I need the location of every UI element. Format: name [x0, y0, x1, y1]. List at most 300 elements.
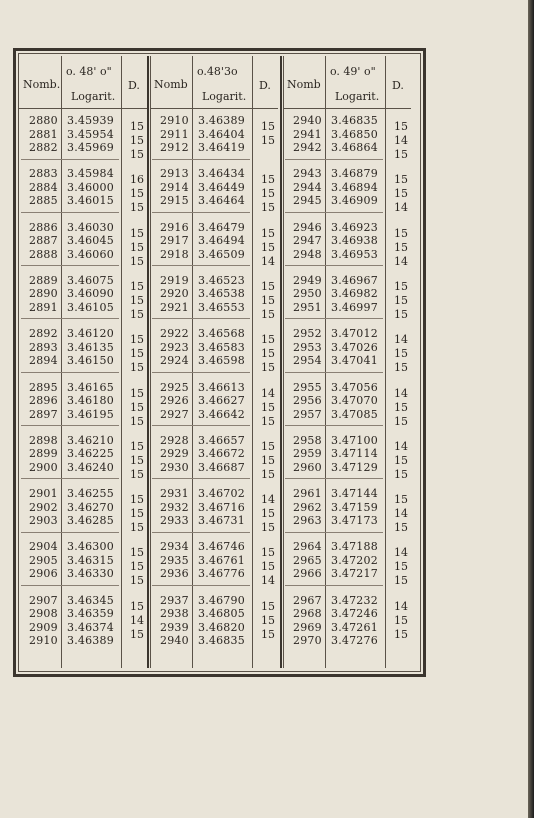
difference-value: 15	[130, 293, 144, 307]
logarithm-value: 3.46835	[198, 634, 245, 648]
logarithm-value: 3.47159	[331, 500, 378, 514]
nomb-value: 2910	[160, 114, 189, 127]
difference-value: 14	[261, 254, 275, 268]
nomb-value: 2891	[29, 300, 58, 314]
group-rule	[285, 372, 383, 373]
nomb-value: 2936	[160, 567, 189, 581]
logarithm-value: 3.46389	[198, 114, 245, 127]
nomb-value: 2883	[29, 167, 58, 181]
nomb-value: 2890	[29, 287, 58, 301]
nomb-value: 2957	[293, 407, 322, 421]
nomb-value: 2902	[29, 500, 58, 514]
logarithm-value: 3.46449	[198, 180, 245, 194]
nomb-log-separator	[192, 56, 193, 668]
logarithm-value: 3.46015	[67, 194, 114, 208]
group-rule	[152, 372, 250, 373]
group-rule	[21, 159, 119, 160]
logarithm-value: 3.46938	[331, 234, 378, 248]
logarithm-value: 3.47173	[331, 514, 378, 528]
nomb-value: 2908	[29, 607, 58, 621]
group-rule	[21, 585, 119, 586]
logarithm-value: 3.45984	[67, 167, 114, 181]
difference-value: 14	[394, 386, 408, 400]
log-header-bottom: Logarit.	[71, 90, 116, 103]
log-table	[13, 48, 426, 677]
nomb-value: 2940	[160, 634, 189, 648]
header-rule	[19, 108, 147, 109]
logarithm-value: 3.46285	[67, 514, 114, 528]
nomb-value: 2943	[293, 167, 322, 181]
logarithm-value: 3.46923	[331, 220, 378, 234]
logarithm-value: 3.46568	[198, 327, 245, 341]
logarithm-value: 3.46642	[198, 407, 245, 421]
nomb-value: 2953	[293, 340, 322, 354]
log-header-bottom: Logarit.	[202, 90, 247, 103]
logarithm-value: 3.47144	[331, 487, 378, 501]
group-rule	[152, 265, 250, 266]
difference-value: 15	[394, 574, 408, 588]
difference-value: 15	[261, 613, 275, 627]
panel-separator	[280, 56, 282, 668]
group-rule	[152, 478, 250, 479]
difference-value: 15	[261, 453, 275, 467]
difference-value: 14	[394, 254, 408, 268]
nomb-log-separator	[325, 56, 326, 668]
difference-value: 14	[394, 507, 408, 521]
nomb-value: 2896	[29, 394, 58, 407]
logarithm-value: 3.46776	[198, 567, 245, 581]
nomb-value: 2923	[160, 340, 189, 354]
nomb-value: 2915	[160, 194, 189, 208]
nomb-value: 2898	[29, 433, 58, 447]
group-rule	[285, 159, 383, 160]
nomb-value: 2952	[293, 327, 322, 341]
logarithm-value: 3.47114	[331, 447, 378, 461]
logarithm-value: 3.46389	[67, 634, 114, 648]
difference-value: 15	[394, 187, 408, 201]
difference-value: 14	[261, 574, 275, 588]
difference-value: 15	[261, 347, 275, 361]
logarithm-value: 3.46210	[67, 433, 114, 447]
difference-value: 15	[130, 120, 144, 133]
nomb-value: 2916	[160, 220, 189, 234]
nomb-value: 2892	[29, 327, 58, 341]
difference-value: 15	[130, 254, 144, 268]
logarithm-value: 3.47012	[331, 327, 378, 341]
difference-value: 14	[130, 613, 144, 627]
header-rule	[150, 108, 278, 109]
nomb-value: 2881	[29, 127, 58, 141]
logarithm-value: 3.46627	[198, 394, 245, 407]
nomb-value: 2886	[29, 220, 58, 234]
nomb-value: 2951	[293, 300, 322, 314]
logarithm-value: 3.47232	[331, 593, 378, 607]
logarithm-value: 3.47276	[331, 634, 378, 648]
logarithm-value: 3.47041	[331, 354, 378, 368]
difference-value: 15	[130, 361, 144, 375]
group-rule	[21, 212, 119, 213]
log-d-separator	[385, 56, 386, 668]
nomb-value: 2946	[293, 220, 322, 234]
nomb-value: 2887	[29, 234, 58, 248]
nomb-value: 2926	[160, 394, 189, 407]
difference-value: 15	[261, 293, 275, 307]
logarithm-value: 3.46672	[198, 447, 245, 461]
difference-value: 15	[261, 173, 275, 187]
difference-value: 14	[394, 439, 408, 453]
panel-separator-inner	[283, 56, 284, 668]
logarithm-value: 3.46731	[198, 514, 245, 528]
difference-value: 15	[394, 613, 408, 627]
difference-value: 14	[394, 546, 408, 560]
logarithm-value: 3.46180	[67, 394, 114, 407]
nomb-value: 2914	[160, 180, 189, 194]
logarithm-value: 3.47217	[331, 567, 378, 581]
difference-value: 15	[261, 226, 275, 240]
logarithm-value: 3.47056	[331, 380, 378, 394]
difference-value: 15	[261, 560, 275, 574]
nomb-value: 2900	[29, 460, 58, 474]
nomb-value: 2929	[160, 447, 189, 461]
nomb-value: 2927	[160, 407, 189, 421]
logarithm-value: 3.46105	[67, 300, 114, 314]
difference-value: 15	[130, 439, 144, 453]
nomb-value: 2920	[160, 287, 189, 301]
logarithm-value: 3.46553	[198, 300, 245, 314]
nomb-value: 2884	[29, 180, 58, 194]
group-rule	[285, 425, 383, 426]
difference-value: 14	[394, 599, 408, 613]
logarithm-value: 3.46135	[67, 340, 114, 354]
nomb-value: 2942	[293, 141, 322, 154]
difference-value: 15	[130, 414, 144, 428]
nomb-value: 2938	[160, 607, 189, 621]
logarithm-value: 3.46835	[331, 114, 378, 127]
nomb-value: 2947	[293, 234, 322, 248]
difference-value: 15	[394, 467, 408, 481]
logarithm-value: 3.46434	[198, 167, 245, 181]
logarithm-value: 3.46464	[198, 194, 245, 208]
logarithm-value: 3.46538	[198, 287, 245, 301]
logarithm-value: 3.46150	[67, 354, 114, 368]
group-rule	[21, 425, 119, 426]
logarithm-value: 3.46523	[198, 273, 245, 287]
nomb-value: 2963	[293, 514, 322, 528]
difference-value: 15	[261, 400, 275, 414]
nomb-value: 2912	[160, 141, 189, 154]
logarithm-value: 3.46195	[67, 407, 114, 421]
nomb-value: 2931	[160, 487, 189, 501]
log-d-separator	[252, 56, 253, 668]
nomb-value: 2960	[293, 460, 322, 474]
difference-value: 15	[394, 347, 408, 361]
group-rule	[21, 318, 119, 319]
difference-value: 15	[394, 627, 408, 641]
difference-value: 15	[394, 521, 408, 535]
logarithm-value: 3.46270	[67, 500, 114, 514]
log-header-top: o. 48' o"	[66, 65, 112, 78]
logarithm-value: 3.46000	[67, 180, 114, 194]
difference-value: 15	[394, 240, 408, 254]
nomb-value: 2921	[160, 300, 189, 314]
difference-value: 14	[261, 493, 275, 507]
nomb-header: Nomb.	[23, 78, 61, 91]
logarithm-value: 3.46953	[331, 247, 378, 261]
panel-separator-inner	[150, 56, 151, 668]
nomb-value: 2945	[293, 194, 322, 208]
logarithm-value: 3.46345	[67, 593, 114, 607]
log-header-top: o.48'3o	[197, 65, 238, 78]
nomb-value: 2911	[160, 127, 189, 141]
nomb-value: 2944	[293, 180, 322, 194]
difference-value: 15	[130, 521, 144, 535]
difference-value: 15	[261, 414, 275, 428]
logarithm-value: 3.46790	[198, 593, 245, 607]
logarithm-value: 3.46702	[198, 487, 245, 501]
logarithm-value: 3.46967	[331, 273, 378, 287]
nomb-value: 2965	[293, 553, 322, 567]
nomb-value: 2901	[29, 487, 58, 501]
logarithm-value: 3.47085	[331, 407, 378, 421]
logarithm-value: 3.46509	[198, 247, 245, 261]
d-header: D.	[259, 79, 271, 92]
difference-value: 15	[394, 120, 408, 133]
nomb-value: 2934	[160, 540, 189, 554]
logarithm-value: 3.46761	[198, 553, 245, 567]
logarithm-value: 3.46850	[331, 127, 378, 141]
nomb-value: 2893	[29, 340, 58, 354]
nomb-value: 2940	[293, 114, 322, 127]
difference-value: 15	[130, 560, 144, 574]
difference-value: 15	[261, 467, 275, 481]
nomb-value: 2937	[160, 593, 189, 607]
difference-value: 15	[130, 333, 144, 347]
difference-value: 15	[130, 453, 144, 467]
nomb-value: 2939	[160, 620, 189, 634]
logarithm-value: 3.46716	[198, 500, 245, 514]
difference-value: 15	[130, 627, 144, 641]
difference-value: 15	[130, 187, 144, 201]
nomb-value: 2962	[293, 500, 322, 514]
nomb-value: 2950	[293, 287, 322, 301]
logarithm-value: 3.46315	[67, 553, 114, 567]
group-rule	[285, 532, 383, 533]
difference-value: 15	[130, 240, 144, 254]
nomb-header: Nomb	[154, 78, 188, 91]
logarithm-value: 3.46479	[198, 220, 245, 234]
nomb-value: 2885	[29, 194, 58, 208]
nomb-value: 2924	[160, 354, 189, 368]
logarithm-value: 3.46820	[198, 620, 245, 634]
difference-value: 15	[394, 414, 408, 428]
nomb-value: 2910	[29, 634, 58, 648]
group-rule	[285, 318, 383, 319]
logarithm-value: 3.47246	[331, 607, 378, 621]
group-rule	[285, 478, 383, 479]
d-header: D.	[128, 79, 140, 92]
difference-value: 15	[261, 279, 275, 293]
group-rule	[152, 159, 250, 160]
nomb-value: 2948	[293, 247, 322, 261]
logarithm-value: 3.46045	[67, 234, 114, 248]
group-rule	[21, 265, 119, 266]
difference-value: 15	[394, 279, 408, 293]
nomb-value: 2941	[293, 127, 322, 141]
group-rule	[152, 532, 250, 533]
logarithm-value: 3.46120	[67, 327, 114, 341]
nomb-value: 2964	[293, 540, 322, 554]
nomb-value: 2904	[29, 540, 58, 554]
logarithm-value: 3.46255	[67, 487, 114, 501]
nomb-value: 2949	[293, 273, 322, 287]
logarithm-value: 3.46657	[198, 433, 245, 447]
difference-value: 15	[394, 560, 408, 574]
difference-value: 15	[130, 400, 144, 414]
logarithm-value: 3.46598	[198, 354, 245, 368]
difference-value: 15	[394, 493, 408, 507]
difference-value: 15	[130, 493, 144, 507]
nomb-value: 2967	[293, 593, 322, 607]
nomb-value: 2894	[29, 354, 58, 368]
difference-value: 15	[261, 627, 275, 641]
group-rule	[21, 372, 119, 373]
difference-value: 15	[130, 134, 144, 147]
logarithm-value: 3.47202	[331, 553, 378, 567]
difference-value: 15	[261, 201, 275, 215]
nomb-value: 2958	[293, 433, 322, 447]
logarithm-value: 3.47129	[331, 460, 378, 474]
difference-value: 15	[261, 120, 275, 133]
group-rule	[152, 318, 250, 319]
nomb-value: 2903	[29, 514, 58, 528]
difference-value: 16	[130, 173, 144, 187]
logarithm-value: 3.46165	[67, 380, 114, 394]
logarithm-value: 3.47100	[331, 433, 378, 447]
logarithm-value: 3.46060	[67, 247, 114, 261]
logarithm-value: 3.46090	[67, 287, 114, 301]
difference-value: 15	[261, 307, 275, 321]
logarithm-value: 3.47261	[331, 620, 378, 634]
difference-value: 15	[261, 599, 275, 613]
nomb-value: 2917	[160, 234, 189, 248]
logarithm-value: 3.46240	[67, 460, 114, 474]
group-rule	[285, 212, 383, 213]
nomb-value: 2956	[293, 394, 322, 407]
logarithm-value: 3.46909	[331, 194, 378, 208]
group-rule	[152, 212, 250, 213]
difference-value: 15	[130, 226, 144, 240]
nomb-value: 2959	[293, 447, 322, 461]
nomb-value: 2909	[29, 620, 58, 634]
difference-value: 15	[394, 400, 408, 414]
difference-value: 15	[130, 467, 144, 481]
nomb-log-separator	[61, 56, 62, 668]
nomb-value: 2899	[29, 447, 58, 461]
difference-value: 15	[130, 148, 144, 161]
difference-value: 15	[130, 201, 144, 215]
difference-value: 15	[130, 507, 144, 521]
difference-value: 15	[394, 148, 408, 161]
group-rule	[21, 532, 119, 533]
difference-value: 15	[261, 187, 275, 201]
logarithm-value: 3.46419	[198, 141, 245, 154]
difference-value: 15	[130, 347, 144, 361]
nomb-value: 2922	[160, 327, 189, 341]
group-rule	[21, 478, 119, 479]
difference-value: 15	[394, 453, 408, 467]
nomb-value: 2935	[160, 553, 189, 567]
nomb-value: 2966	[293, 567, 322, 581]
difference-value: 14	[261, 386, 275, 400]
nomb-value: 2905	[29, 553, 58, 567]
difference-value: 15	[130, 386, 144, 400]
difference-value: 15	[261, 546, 275, 560]
logarithm-value: 3.46982	[331, 287, 378, 301]
nomb-value: 2907	[29, 593, 58, 607]
logarithm-value: 3.47026	[331, 340, 378, 354]
nomb-value: 2961	[293, 487, 322, 501]
logarithm-value: 3.45969	[67, 141, 114, 154]
nomb-value: 2933	[160, 514, 189, 528]
nomb-value: 2970	[293, 634, 322, 648]
logarithm-value: 3.45954	[67, 127, 114, 141]
logarithm-value: 3.46879	[331, 167, 378, 181]
logarithm-value: 3.47070	[331, 394, 378, 407]
nomb-value: 2954	[293, 354, 322, 368]
difference-value: 14	[394, 333, 408, 347]
logarithm-value: 3.47188	[331, 540, 378, 554]
nomb-value: 2932	[160, 500, 189, 514]
log-header-top: o. 49' o"	[330, 65, 376, 78]
nomb-value: 2925	[160, 380, 189, 394]
nomb-value: 2906	[29, 567, 58, 581]
difference-value: 15	[130, 574, 144, 588]
group-rule	[152, 425, 250, 426]
logarithm-value: 3.46359	[67, 607, 114, 621]
nomb-header: Nomb	[287, 78, 321, 91]
difference-value: 15	[394, 173, 408, 187]
difference-value: 15	[261, 240, 275, 254]
logarithm-value: 3.46374	[67, 620, 114, 634]
nomb-value: 2930	[160, 460, 189, 474]
difference-value: 15	[130, 599, 144, 613]
difference-value: 15	[130, 307, 144, 321]
logarithm-value: 3.46613	[198, 380, 245, 394]
group-rule	[285, 585, 383, 586]
difference-value: 15	[394, 361, 408, 375]
nomb-value: 2880	[29, 114, 58, 127]
nomb-value: 2882	[29, 141, 58, 154]
logarithm-value: 3.46894	[331, 180, 378, 194]
nomb-value: 2955	[293, 380, 322, 394]
logarithm-value: 3.46075	[67, 273, 114, 287]
nomb-value: 2889	[29, 273, 58, 287]
logarithm-value: 3.46805	[198, 607, 245, 621]
nomb-value: 2969	[293, 620, 322, 634]
nomb-value: 2918	[160, 247, 189, 261]
group-rule	[285, 265, 383, 266]
difference-value: 15	[394, 226, 408, 240]
difference-value: 15	[261, 361, 275, 375]
nomb-value: 2968	[293, 607, 322, 621]
difference-value: 15	[261, 439, 275, 453]
logarithm-value: 3.45939	[67, 114, 114, 127]
difference-value: 15	[261, 333, 275, 347]
logarithm-value: 3.46864	[331, 141, 378, 154]
nomb-value: 2895	[29, 380, 58, 394]
panel-separator	[147, 56, 149, 668]
logarithm-value: 3.46583	[198, 340, 245, 354]
